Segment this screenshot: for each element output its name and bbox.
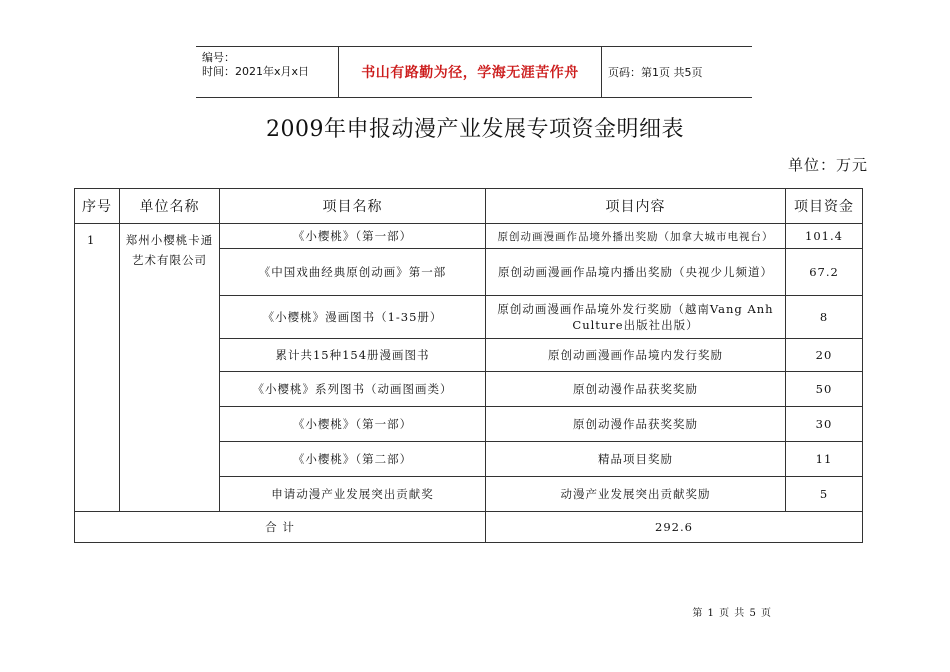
cell-content: 原创动画漫画作品境外播出奖励（加拿大城市电视台） xyxy=(486,224,786,249)
header-page-code: 页码：第1页 共5页 xyxy=(608,66,703,79)
cell-company: 郑州小樱桃卡通艺术有限公司 xyxy=(120,224,220,512)
cell-project: 《小樱桃》系列图书（动画图画类） xyxy=(220,372,486,407)
time-label: 时间：2021年x月x日 xyxy=(202,65,310,78)
page-footer: 第 1 页 共 5 页 xyxy=(692,608,772,619)
total-row xyxy=(75,512,863,543)
cell-project: 《小樱桃》漫画图书（1-35册） xyxy=(220,296,486,339)
fund-table xyxy=(74,188,863,543)
document-title: 2009年申报动漫产业发展专项资金明细表 xyxy=(266,117,684,142)
code-label: 编号： xyxy=(202,51,235,64)
cell-fund: 20 xyxy=(786,339,863,372)
cell-fund: 50 xyxy=(786,372,863,407)
header-fund: 项目资金 xyxy=(786,189,863,224)
table-header-row xyxy=(75,189,863,224)
cell-project: 申请动漫产业发展突出贡献奖 xyxy=(220,477,486,512)
cell-content: 原创动画漫画作品境内发行奖励 xyxy=(486,339,786,372)
cell-project: 《小樱桃》（第二部） xyxy=(220,442,486,477)
cell-project: 累计共15种154册漫画图书 xyxy=(220,339,486,372)
total-label: 合 计 xyxy=(75,512,486,543)
cell-project: 《小樱桃》（第一部） xyxy=(220,407,486,442)
cell-content: 原创动画漫画作品境内播出奖励（央视少儿频道） xyxy=(486,249,786,296)
cell-fund: 5 xyxy=(786,477,863,512)
cell-seq: 1 xyxy=(75,224,120,512)
header-content: 项目内容 xyxy=(486,189,786,224)
cell-project: 《中国戏曲经典原创动画》第一部 xyxy=(220,249,486,296)
cell-content: 动漫产业发展突出贡献奖励 xyxy=(486,477,786,512)
cell-fund: 67.2 xyxy=(786,249,863,296)
table-row xyxy=(75,224,863,249)
cell-fund: 8 xyxy=(786,296,863,339)
header-motto: 书山有路勤为径，学海无涯苦作舟 xyxy=(339,47,602,97)
cell-content: 原创动漫作品获奖奖励 xyxy=(486,372,786,407)
cell-content: 精品项目奖励 xyxy=(486,442,786,477)
cell-project: 《小樱桃》（第一部） xyxy=(220,224,486,249)
header-meta xyxy=(196,47,339,97)
cell-fund: 30 xyxy=(786,407,863,442)
unit-label: 单位：万元 xyxy=(787,156,868,174)
document-header xyxy=(196,46,752,98)
header-project: 项目名称 xyxy=(220,189,486,224)
cell-fund: 11 xyxy=(786,442,863,477)
header-company: 单位名称 xyxy=(120,189,220,224)
cell-content: 原创动画漫画作品境外发行奖励（越南Vang Anh Culture出版社出版） xyxy=(486,296,786,339)
total-value: 292.6 xyxy=(486,512,863,543)
header-seq: 序号 xyxy=(75,189,120,224)
cell-content: 原创动漫作品获奖奖励 xyxy=(486,407,786,442)
cell-fund: 101.4 xyxy=(786,224,863,249)
